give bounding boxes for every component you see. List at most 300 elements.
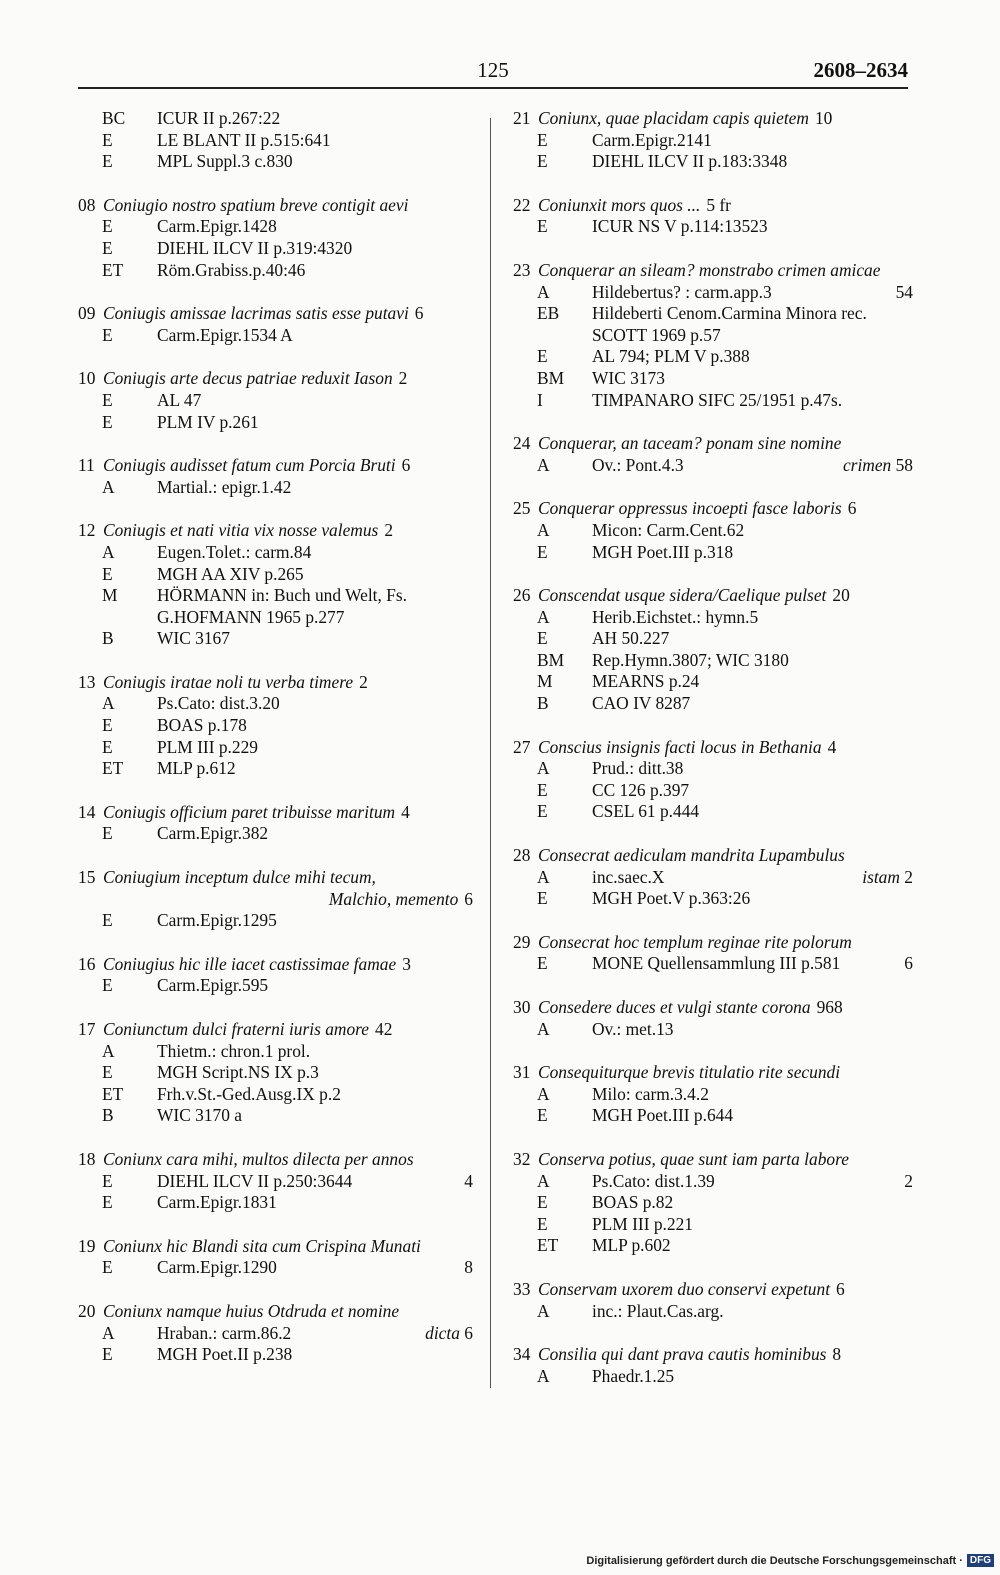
- ref-text: PLM III p.221: [592, 1213, 693, 1234]
- ref-text: AL 47: [157, 389, 202, 410]
- ref-code: A: [537, 758, 550, 779]
- reference-row: [78, 216, 473, 238]
- ref-text: Hildebertus? : carm.app.3: [592, 281, 772, 302]
- ref-code: B: [102, 628, 114, 649]
- reference-row: [513, 368, 913, 390]
- ref-text: MGH Poet.III p.644: [592, 1105, 734, 1126]
- entry: [78, 867, 473, 932]
- ref-code: E: [102, 1257, 113, 1278]
- ref-code: E: [537, 953, 548, 974]
- ref-code: E: [537, 628, 548, 649]
- entry-number: 33: [513, 1278, 531, 1299]
- entry: [78, 455, 473, 498]
- dfg-logo: DFG: [967, 1554, 994, 1567]
- ref-code: E: [102, 237, 113, 258]
- ref-code: E: [537, 1213, 548, 1234]
- ref-text: Milo: carm.3.4.2: [592, 1083, 709, 1104]
- ref-code: E: [537, 779, 548, 800]
- reference-row: [78, 758, 473, 780]
- entry-number: 19: [78, 1235, 96, 1256]
- incipit-line: [513, 932, 913, 954]
- ref-text: DIEHL ILCV II p.183:3348: [592, 151, 788, 172]
- entry-number: 14: [78, 801, 96, 822]
- ref-text: Carm.Epigr.595: [157, 975, 269, 996]
- incipit-line: [78, 455, 473, 477]
- ref-text: Phaedr.1.25: [592, 1365, 675, 1386]
- ref-text: Eugen.Tolet.: carm.84: [157, 541, 312, 562]
- ref-text: PLM IV p.261: [157, 411, 259, 432]
- reference-row: [78, 1192, 473, 1214]
- reference-row: [78, 238, 473, 260]
- ref-text: ICUR NS V p.114:13523: [592, 216, 768, 237]
- reference-row: [513, 151, 913, 173]
- ref-text: Thietm.: chron.1 prol.: [157, 1040, 311, 1061]
- ref-code: A: [102, 476, 115, 497]
- ref-code: ET: [102, 1083, 124, 1104]
- entry: [78, 108, 473, 173]
- ref-text: WIC 3173: [592, 367, 665, 388]
- reference-row: [513, 303, 913, 346]
- ref-code: E: [102, 910, 113, 931]
- ref-text: MPL Suppl.3 c.830: [157, 151, 293, 172]
- incipit-text: Conquerar, an taceam? ponam sine nomine: [538, 433, 842, 454]
- ref-text: Hildeberti Cenom.Carmina Minora rec. SCOTT 1969 p.57: [592, 303, 867, 345]
- entry-number: 28: [513, 845, 531, 866]
- ref-text: Micon: Carm.Cent.62: [592, 519, 745, 540]
- ref-text: Hraban.: carm.86.2: [157, 1322, 292, 1343]
- entry: [513, 1149, 913, 1257]
- reference-row: [513, 867, 913, 889]
- entry: [78, 368, 473, 433]
- ref-code: EB: [537, 303, 560, 324]
- ref-text: Carm.Epigr.1290: [157, 1257, 277, 1278]
- ref-text: Carm.Epigr.1534 A: [157, 324, 293, 345]
- ref-right-number: 6: [904, 953, 913, 974]
- incipit-text: Coniugis officium paret tribuisse maritum: [103, 801, 396, 822]
- ref-code: E: [537, 541, 548, 562]
- verse-count: 4: [401, 801, 410, 822]
- ref-text: WIC 3167: [157, 628, 230, 649]
- incipit-text: Coniugio nostro spatium breve contigit aevi: [103, 194, 409, 215]
- incipit-line: [78, 195, 473, 217]
- ref-text: BOAS p.178: [157, 715, 247, 736]
- ref-code: E: [102, 1062, 113, 1083]
- reference-row: [78, 390, 473, 412]
- incipit-line: [78, 520, 473, 542]
- ref-code: E: [537, 801, 548, 822]
- header-rule: [78, 87, 908, 89]
- reference-row: [513, 216, 913, 238]
- entry: [78, 1019, 473, 1127]
- ref-code: E: [102, 823, 113, 844]
- ref-code: E: [102, 411, 113, 432]
- entry-number: 21: [513, 108, 531, 128]
- reference-row: [78, 975, 473, 997]
- reference-row: [513, 628, 913, 650]
- ref-code: E: [102, 1192, 113, 1213]
- ref-code: E: [537, 151, 548, 172]
- entry-number: 25: [513, 498, 531, 519]
- incipit-text: Coniunctum dulci fraterni iuris amore: [103, 1019, 370, 1039]
- ref-right-number: 58: [895, 454, 913, 475]
- entry: [513, 1344, 913, 1387]
- ref-code: E: [102, 1170, 113, 1191]
- reference-row: [78, 693, 473, 715]
- ref-text: Ps.Cato: dist.3.20: [157, 693, 280, 714]
- reference-row: [78, 151, 473, 173]
- incipit-line: [513, 1344, 913, 1366]
- entry-number: 15: [78, 867, 96, 888]
- verse-count: 8: [832, 1344, 842, 1365]
- incipit-line: [78, 303, 473, 325]
- entry-number: 23: [513, 259, 531, 280]
- entry: [78, 1301, 473, 1366]
- entry: [513, 737, 913, 823]
- incipit-line: [78, 672, 473, 694]
- incipit-text: Coniugis arte decus patriae reduxit Iason: [103, 368, 393, 389]
- entry: [513, 260, 913, 411]
- entry-number: 29: [513, 931, 531, 952]
- incipit-text: Conquerar an sileam? monstrabo crimen amicae: [538, 259, 881, 280]
- verse-count: 2: [398, 368, 408, 389]
- ref-text: CC 126 p.397: [592, 779, 690, 800]
- continuation-right: [329, 889, 473, 911]
- incipit-line: [513, 1279, 913, 1301]
- ref-right: [464, 1257, 473, 1279]
- reference-row: [78, 1344, 473, 1366]
- incipit-text: Coniunxit mors quos ...: [538, 194, 701, 215]
- entry-number: 20: [78, 1300, 96, 1321]
- ref-text: Rep.Hymn.3807; WIC 3180: [592, 649, 789, 670]
- ref-code: E: [537, 129, 548, 150]
- verse-count: 6: [401, 455, 411, 476]
- reference-row: [513, 130, 913, 152]
- reference-row: [513, 758, 913, 780]
- reference-row: [78, 1105, 473, 1127]
- ref-text: MGH AA XIV p.265: [157, 563, 304, 584]
- incipit-line: [78, 867, 473, 889]
- ref-text: Ps.Cato: dist.1.39: [592, 1170, 715, 1191]
- verse-count: 6: [414, 303, 424, 324]
- ref-right-word: istam: [862, 866, 900, 887]
- ref-text: inc.: Plaut.Cas.arg.: [592, 1300, 724, 1321]
- ref-code: E: [102, 736, 113, 757]
- incipit-line: [78, 802, 473, 824]
- ref-code: E: [537, 888, 548, 909]
- verse-count: 10: [814, 108, 833, 128]
- reference-row: [513, 1366, 913, 1388]
- reference-row: [513, 1192, 913, 1214]
- incipit-line: [513, 433, 913, 455]
- footer: [586, 1554, 994, 1567]
- ref-right-number: 4: [464, 1170, 473, 1191]
- ref-right-number: 2: [904, 866, 913, 887]
- ref-code: BM: [537, 649, 565, 670]
- ref-code: E: [102, 151, 113, 172]
- reference-row: [78, 260, 473, 282]
- ref-code: E: [102, 563, 113, 584]
- entry: [513, 1062, 913, 1127]
- entry-number: 26: [513, 585, 531, 606]
- incipit-line: [513, 845, 913, 867]
- ref-code: E: [102, 216, 113, 237]
- verse-count: 2: [359, 671, 368, 692]
- ref-code: ET: [537, 1235, 559, 1256]
- entry: [513, 932, 913, 975]
- reference-row: [78, 325, 473, 347]
- left-column: [78, 108, 473, 1388]
- reference-row: [513, 888, 913, 910]
- entry: [513, 433, 913, 476]
- verse-count: 5 fr: [706, 194, 731, 215]
- reference-row: [78, 737, 473, 759]
- ref-code: E: [102, 975, 113, 996]
- entry-number: 22: [513, 194, 531, 215]
- entry-number: 27: [513, 736, 531, 757]
- incipit-line: [78, 954, 473, 976]
- entry-number: 17: [78, 1019, 96, 1039]
- incipit-text: Coniunx cara mihi, multos dilecta per annos: [103, 1148, 414, 1169]
- ref-text: MLP p.602: [592, 1235, 671, 1256]
- ref-code: ET: [102, 758, 124, 779]
- ref-text: Frh.v.St.-Ged.Ausg.IX p.2: [157, 1083, 341, 1104]
- ref-code: E: [537, 1192, 548, 1213]
- incipit-text: Conquerar oppressus incoepti fasce laboris: [538, 498, 842, 519]
- reference-row: [78, 564, 473, 586]
- ref-code: I: [537, 389, 543, 410]
- page-header: [78, 58, 908, 88]
- entry-number: 10: [78, 368, 96, 389]
- ref-code: A: [537, 1018, 550, 1039]
- incipit-continuation: [78, 889, 473, 911]
- reference-row: [78, 1257, 473, 1279]
- ref-text: Carm.Epigr.1831: [157, 1192, 277, 1213]
- ref-text: MLP p.612: [157, 758, 236, 779]
- ref-text: MGH Poet.V p.363:26: [592, 888, 751, 909]
- reference-row: [78, 823, 473, 845]
- incipit-line: [78, 1236, 473, 1258]
- ref-text: MGH Script.NS IX p.3: [157, 1062, 319, 1083]
- ref-text: LE BLANT II p.515:641: [157, 129, 331, 150]
- incipit-cont-text: Malchio, memento: [328, 888, 459, 909]
- entry: [78, 672, 473, 780]
- entry-number: 30: [513, 997, 531, 1017]
- verse-count: 6: [836, 1278, 845, 1299]
- reference-row: [513, 1214, 913, 1236]
- ref-code: A: [102, 1040, 115, 1061]
- ref-code: A: [537, 866, 550, 887]
- entry-number: 08: [78, 194, 96, 215]
- entry-number: 31: [513, 1062, 531, 1083]
- entry: [78, 1149, 473, 1214]
- entry-number: 11: [78, 455, 95, 476]
- entry: [513, 585, 913, 715]
- ref-text: DIEHL ILCV II p.250:3644: [157, 1170, 353, 1191]
- reference-row: [513, 520, 913, 542]
- incipit-line: [513, 997, 913, 1019]
- incipit-text: Consecrat hoc templum reginae rite polorum: [538, 931, 852, 952]
- ref-text: Carm.Epigr.382: [157, 823, 269, 844]
- incipit-line: [78, 1301, 473, 1323]
- reference-row: [78, 1062, 473, 1084]
- incipit-text: Coniugium inceptum dulce mihi tecum,: [103, 867, 376, 888]
- footer-text: Digitalisierung gefördert durch die Deutsche Forschungsgemeinschaft ·: [586, 1554, 963, 1567]
- reference-row: [513, 1235, 913, 1257]
- verse-count: 6: [464, 888, 473, 909]
- incipit-line: [513, 737, 913, 759]
- reference-row: [78, 585, 473, 628]
- ref-text: MONE Quellensammlung III p.581: [592, 953, 841, 974]
- reference-row: [78, 1041, 473, 1063]
- incipit-text: Coniugis iratae noli tu verba timere: [103, 671, 354, 692]
- incipit-text: Coniugis audisset fatum cum Porcia Bruti: [103, 455, 396, 476]
- incipit-text: Conscendat usque sidera/Caelique pulset: [538, 585, 827, 606]
- incipit-line: [78, 1019, 473, 1041]
- verse-count: 20: [832, 585, 850, 606]
- ref-code: A: [102, 541, 115, 562]
- ref-code: A: [102, 693, 115, 714]
- ref-text: DIEHL ILCV II p.319:4320: [157, 237, 353, 258]
- ref-text: ICUR II p.267:22: [157, 108, 281, 128]
- reference-row: [513, 346, 913, 368]
- incipit-line: [513, 108, 913, 130]
- ref-text: AH 50.227: [592, 628, 670, 649]
- ref-code: E: [102, 389, 113, 410]
- ref-text: MGH Poet.III p.318: [592, 541, 734, 562]
- reference-row: [78, 412, 473, 434]
- ref-text: Martial.: epigr.1.42: [157, 476, 292, 497]
- incipit-text: Coniugius hic ille iacet castissimae famae: [103, 953, 397, 974]
- incipit-text: Consequiturque brevis titulatio rite secundi: [538, 1062, 841, 1083]
- incipit-text: Consilia qui dant prava cautis hominibus: [538, 1344, 827, 1365]
- reference-row: [513, 1019, 913, 1041]
- ref-right-number: 6: [464, 1322, 473, 1343]
- ref-text: WIC 3170 a: [157, 1105, 243, 1126]
- incipit-line: [513, 1062, 913, 1084]
- entry-number: 32: [513, 1148, 531, 1169]
- entry: [78, 1236, 473, 1279]
- reference-row: [513, 455, 913, 477]
- ref-right-word: dicta: [425, 1322, 460, 1343]
- incipit-line: [513, 260, 913, 282]
- ref-right: [896, 282, 913, 304]
- reference-row: [513, 953, 913, 975]
- entry: [78, 520, 473, 650]
- column-divider: [490, 118, 491, 1388]
- ref-code: E: [537, 1105, 548, 1126]
- entry-number: 24: [513, 433, 531, 454]
- entry: [78, 954, 473, 997]
- reference-row: [78, 477, 473, 499]
- incipit-text: Coniugis amissae lacrimas satis esse putavi: [103, 303, 409, 324]
- ref-text: CSEL 61 p.444: [592, 801, 700, 822]
- verse-count: 4: [827, 736, 837, 757]
- entry: [513, 195, 913, 238]
- reference-row: [513, 780, 913, 802]
- entry-number: 16: [78, 953, 96, 974]
- ref-code: E: [102, 324, 113, 345]
- incipit-text: Conserva potius, quae sunt iam parta labore: [538, 1148, 849, 1169]
- ref-text: Carm.Epigr.2141: [592, 129, 712, 150]
- incipit-text: Coniugis et nati vitia vix nosse valemus: [103, 520, 379, 541]
- ref-right: [904, 1171, 913, 1193]
- ref-right-number: 54: [895, 281, 913, 302]
- ref-code: BC: [102, 108, 126, 128]
- ref-text: MGH Poet.II p.238: [157, 1344, 293, 1365]
- reference-row: [513, 671, 913, 693]
- reference-row: [513, 1171, 913, 1193]
- ref-text: Carm.Epigr.1295: [157, 910, 277, 931]
- ref-text: HÖRMANN in: Buch und Welt, Fs. G.HOFMANN 1965 p.277: [157, 585, 407, 627]
- reference-row: [78, 715, 473, 737]
- reference-row: [513, 650, 913, 672]
- ref-code: A: [537, 281, 550, 302]
- incipit-text: Coniunx hic Blandi sita cum Crispina Munati: [103, 1235, 421, 1256]
- entry: [513, 1279, 913, 1322]
- incipit-line: [513, 585, 913, 607]
- reference-row: [78, 910, 473, 932]
- ref-text: Röm.Grabiss.p.40:46: [157, 259, 306, 280]
- ref-code: E: [102, 1344, 113, 1365]
- ref-code: BM: [537, 367, 565, 388]
- incipit-text: Consecrat aediculam mandrita Lupambulus: [538, 845, 845, 866]
- incipit-text: Conscius insignis facti locus in Bethania: [538, 736, 822, 757]
- reference-row: [513, 1105, 913, 1127]
- entry-number: 09: [78, 303, 96, 324]
- entry-number: 12: [78, 520, 96, 541]
- entry: [513, 108, 913, 173]
- entry: [513, 498, 913, 563]
- ref-code: B: [537, 693, 549, 714]
- reference-row: [513, 1084, 913, 1106]
- reference-row: [78, 130, 473, 152]
- ref-code: A: [537, 1170, 550, 1191]
- ref-code: M: [102, 585, 118, 606]
- ref-text: Herib.Eichstet.: hymn.5: [592, 606, 759, 627]
- ref-right: [425, 1323, 473, 1345]
- incipit-line: [513, 1149, 913, 1171]
- entry-number: 18: [78, 1148, 96, 1169]
- reference-row: [78, 1084, 473, 1106]
- ref-code: A: [537, 519, 550, 540]
- ref-code: A: [537, 1365, 550, 1386]
- incipit-text: Coniunx namque huius Otdruda et nomine: [103, 1300, 400, 1321]
- entry: [78, 195, 473, 281]
- reference-row: [513, 607, 913, 629]
- ref-text: AL 794; PLM V p.388: [592, 346, 750, 367]
- reference-row: [513, 1301, 913, 1323]
- ref-code: A: [537, 606, 550, 627]
- reference-row: [513, 282, 913, 304]
- verse-count: 3: [402, 953, 411, 974]
- right-column: [513, 108, 913, 1409]
- ref-text: Ov.: met.13: [592, 1018, 674, 1039]
- entry: [513, 997, 913, 1040]
- reference-row: [78, 628, 473, 650]
- verse-count: 968: [816, 997, 843, 1017]
- entry: [78, 802, 473, 845]
- verse-count: 42: [375, 1019, 393, 1039]
- ref-text: BOAS p.82: [592, 1192, 674, 1213]
- reference-row: [513, 693, 913, 715]
- ref-code: E: [102, 715, 113, 736]
- verse-count: 6: [847, 498, 857, 519]
- ref-code: A: [537, 1300, 550, 1321]
- ref-text: Ov.: Pont.4.3: [592, 454, 684, 475]
- incipit-text: Consedere duces et vulgi stante corona: [538, 997, 811, 1017]
- entry-number: 13: [78, 671, 96, 692]
- reference-row: [513, 801, 913, 823]
